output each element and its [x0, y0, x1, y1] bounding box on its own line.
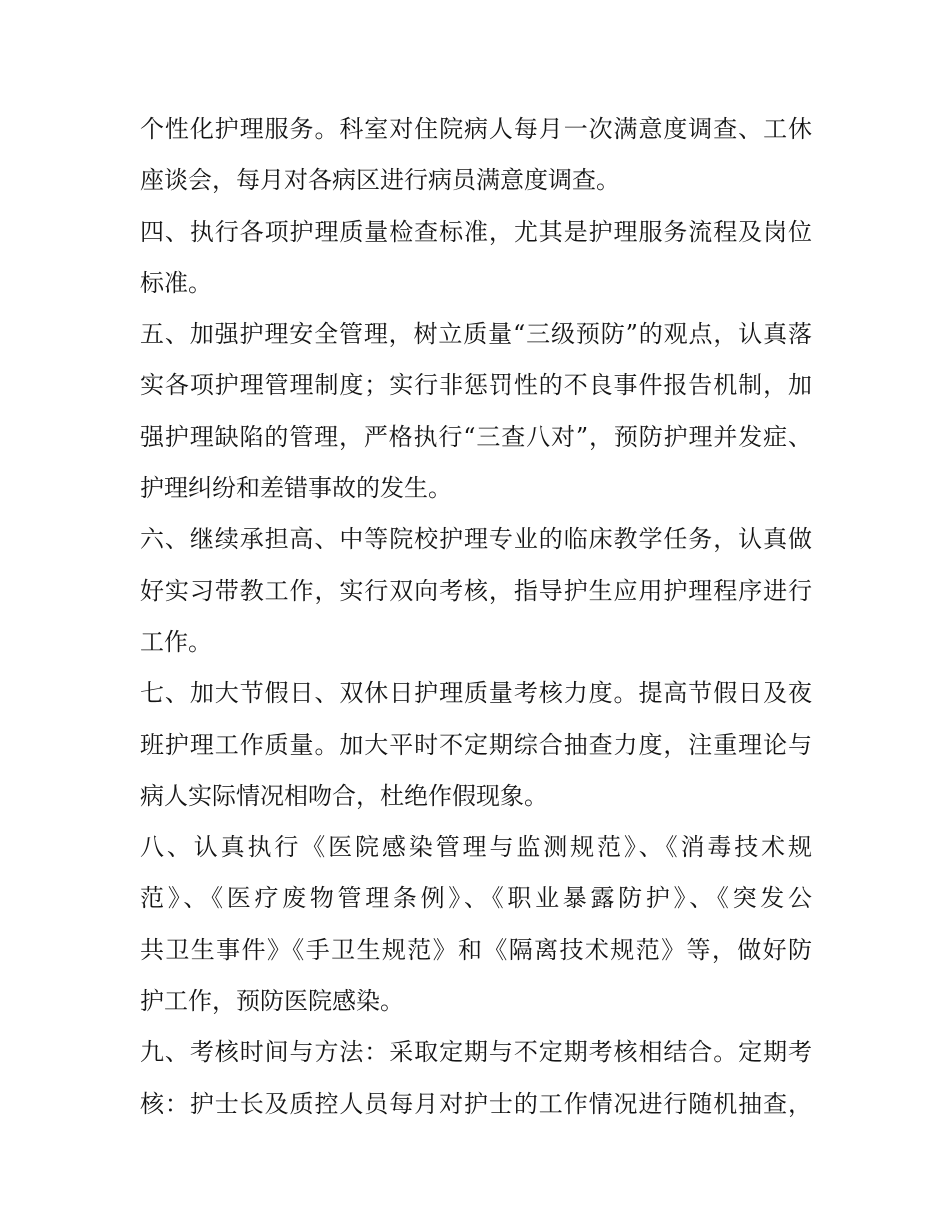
text-line: 实各项护理管理制度；实行非惩罚性的不良事件报告机制，加: [140, 371, 812, 400]
text-line: 范》、《医疗废物管理条例》、《职业暴露防护》、《突发公: [140, 884, 812, 913]
text-line: 四、执行各项护理质量检查标准，尤其是护理服务流程及岗位: [140, 217, 812, 246]
text-line: 个性化护理服务。科室对住院病人每月一次满意度调查、工休: [140, 115, 812, 143]
text-line: 座谈会，每月对各病区进行病员满意度调查。: [140, 166, 620, 195]
text-line: 工作。: [140, 627, 212, 656]
text-line: 强护理缺陷的管理，严格执行“三查八对”，预防护理并发症、: [140, 422, 812, 451]
text-line: 八、认真执行《医院感染管理与监测规范》、《消毒技术规: [140, 833, 812, 862]
text-line: 九、考核时间与方法：采取定期与不定期考核相结合。定期考: [140, 1038, 812, 1067]
text-line: 病人实际情况相吻合，杜绝作假现象。: [140, 781, 548, 810]
text-line: 共卫生事件》《手卫生规范》和《隔离技术规范》等，做好防: [140, 935, 812, 964]
document-body: [140, 104, 812, 1130]
text-line: 核：护士长及质控人员每月对护士的工作情况进行随机抽查，: [140, 1089, 812, 1118]
text-line: 标准。: [140, 268, 212, 297]
text-line: 护理纠纷和差错事故的发生。: [140, 474, 452, 503]
text-line: 六、继续承担高、中等院校护理专业的临床教学任务，认真做: [140, 525, 812, 554]
text-line: 七、加大节假日、双休日护理质量考核力度。提高节假日及夜: [140, 679, 812, 708]
text-line: 好实习带教工作，实行双向考核，指导护生应用护理程序进行: [140, 576, 812, 605]
text-line: 护工作，预防医院感染。: [140, 987, 404, 1016]
text-line: 五、加强护理安全管理，树立质量“三级预防”的观点，认真落: [140, 320, 812, 349]
text-line: 班护理工作质量。加大平时不定期综合抽查力度，注重理论与: [140, 730, 812, 759]
